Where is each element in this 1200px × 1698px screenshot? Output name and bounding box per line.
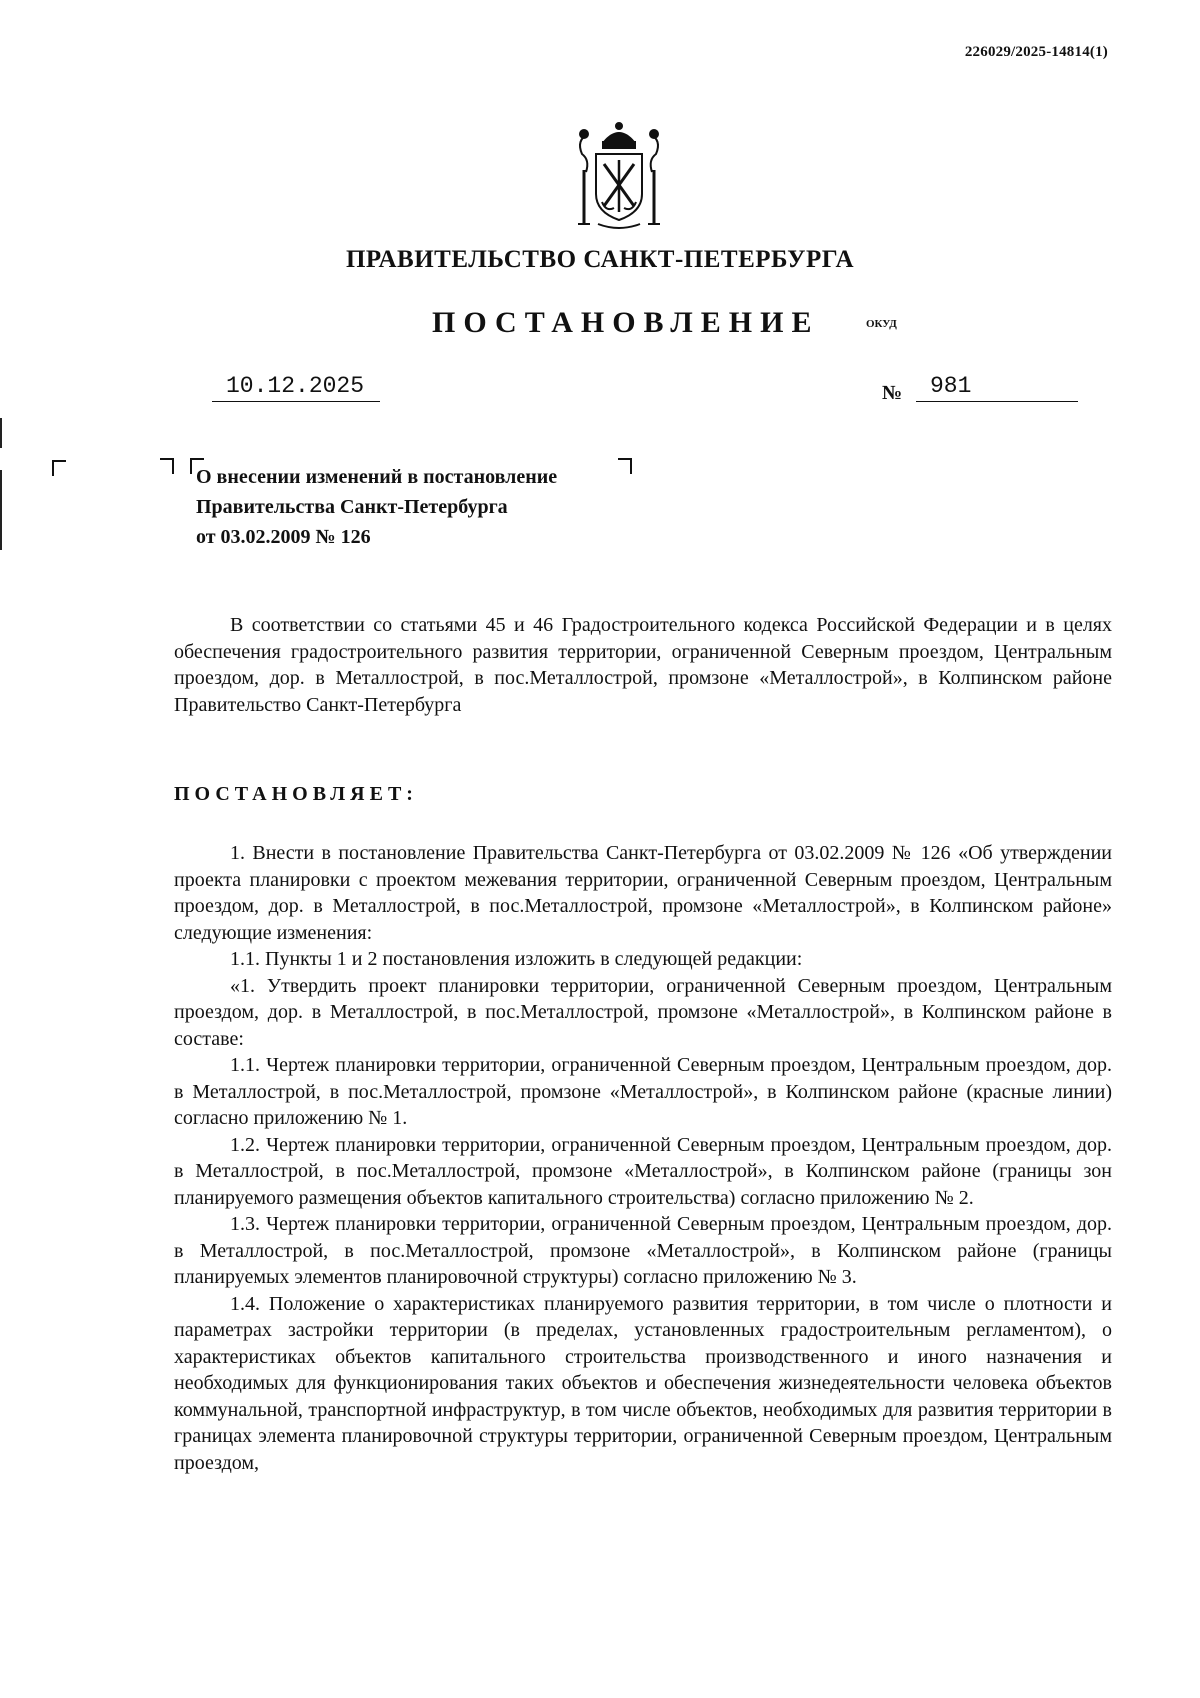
document-number: 981	[916, 373, 1078, 402]
document-date: 10.12.2025	[212, 373, 380, 402]
subject-line: О внесении изменений в постановление	[196, 466, 558, 488]
quoted-paragraph-1-1: 1.1. Чертеж планировки территории, ограниченной Северным проездом, Центральным проездом, дор. в Металлострой, в пос.Металлострой, промзоне «Металлострой», в Колпинском районе (красные линии) согласно приложению № 1.	[174, 1054, 1112, 1129]
bracket-corner	[160, 458, 174, 474]
okud-label: ОКУД	[866, 318, 897, 330]
number-sign: №	[882, 382, 903, 404]
body-text	[174, 840, 1112, 1476]
preamble-paragraph: В соответствии со статьями 45 и 46 Градостроительного кодекса Российской Федерации и в целях обеспечения градостроительного развития территории, ограниченной Северным проездом, Центральным проездом, дор. в Металлострой, в пос.Металлострой, промзоне «Металлострой», в Колпинском районе Правительство Санкт-Петербурга	[174, 614, 1112, 716]
bracket-corner	[618, 458, 632, 474]
quoted-paragraph-1: «1. Утвердить проект планировки территории, ограниченной Северным проездом, Центральным проездом, дор. в Металлострой, в пос.Металлострой, промзоне «Металлострой», в Колпинском районе в составе:	[174, 974, 1112, 1050]
paragraph-1-1: 1.1. Пункты 1 и 2 постановления изложить в следующей редакции:	[230, 948, 803, 970]
paragraph-1: 1. Внести в постановление Правительства Санкт-Петербурга от 03.02.2009 № 126 «Об утверждении проекта планировки с проектом межевания территории, ограниченной Северным проездом, Центральным проездом, дор. в Металлострой, в пос.Металлострой, промзоне «Металлострой», в Колпинском районе» следующие изменения:	[174, 842, 1112, 944]
scan-edge-mark	[0, 470, 2, 550]
resolves-heading: ПОСТАНОВЛЯЕТ:	[174, 783, 418, 805]
quoted-paragraph-1-3: 1.3. Чертеж планировки территории, ограниченной Северным проездом, Центральным проездом, дор. в Металлострой, в пос.Металлострой, промзоне «Металлострой», в Колпинском районе (границы планируемых элементов планировочной структуры) согласно приложению № 3.	[174, 1213, 1112, 1288]
subject-line: от 03.02.2009 № 126	[196, 526, 371, 548]
government-title: ПРАВИТЕЛЬСТВО САНКТ-ПЕТЕРБУРГА	[345, 246, 855, 273]
document-subject	[196, 462, 557, 552]
registration-number: 226029/2025-14814(1)	[964, 44, 1108, 60]
document-type-title: ПОСТАНОВЛЕНИЕ	[432, 306, 820, 339]
bracket-corner	[52, 460, 66, 476]
subject-line: Правительства Санкт-Петербурга	[196, 496, 508, 518]
coat-of-arms-icon	[568, 120, 670, 232]
scan-edge-mark	[0, 418, 2, 448]
quoted-paragraph-1-2: 1.2. Чертеж планировки территории, ограниченной Северным проездом, Центральным проездом, дор. в Металлострой, в пос.Металлострой, промзоне «Металлострой», в Колпинском районе (границы зон планируемого размещения объектов капитального строительства) согласно приложению № 2.	[174, 1133, 1112, 1209]
quoted-paragraph-1-4: 1.4. Положение о характеристиках планируемого развития территории, в том числе о плотности и параметрах застройки территории (в пределах, установленных градостроительным регламентом), о характеристиках объектов капитального строительства производственного и иного назначения и необходимых для функционирования таких объектов и обеспечения жизнедеятельности человека объектов коммунальной, транспортной инфраструктур, в том числе объектов, необходимых для развития территории в границах элемента планировочной структуры территории, ограниченной Северным проездом, Центральным проездом,	[174, 1292, 1112, 1474]
